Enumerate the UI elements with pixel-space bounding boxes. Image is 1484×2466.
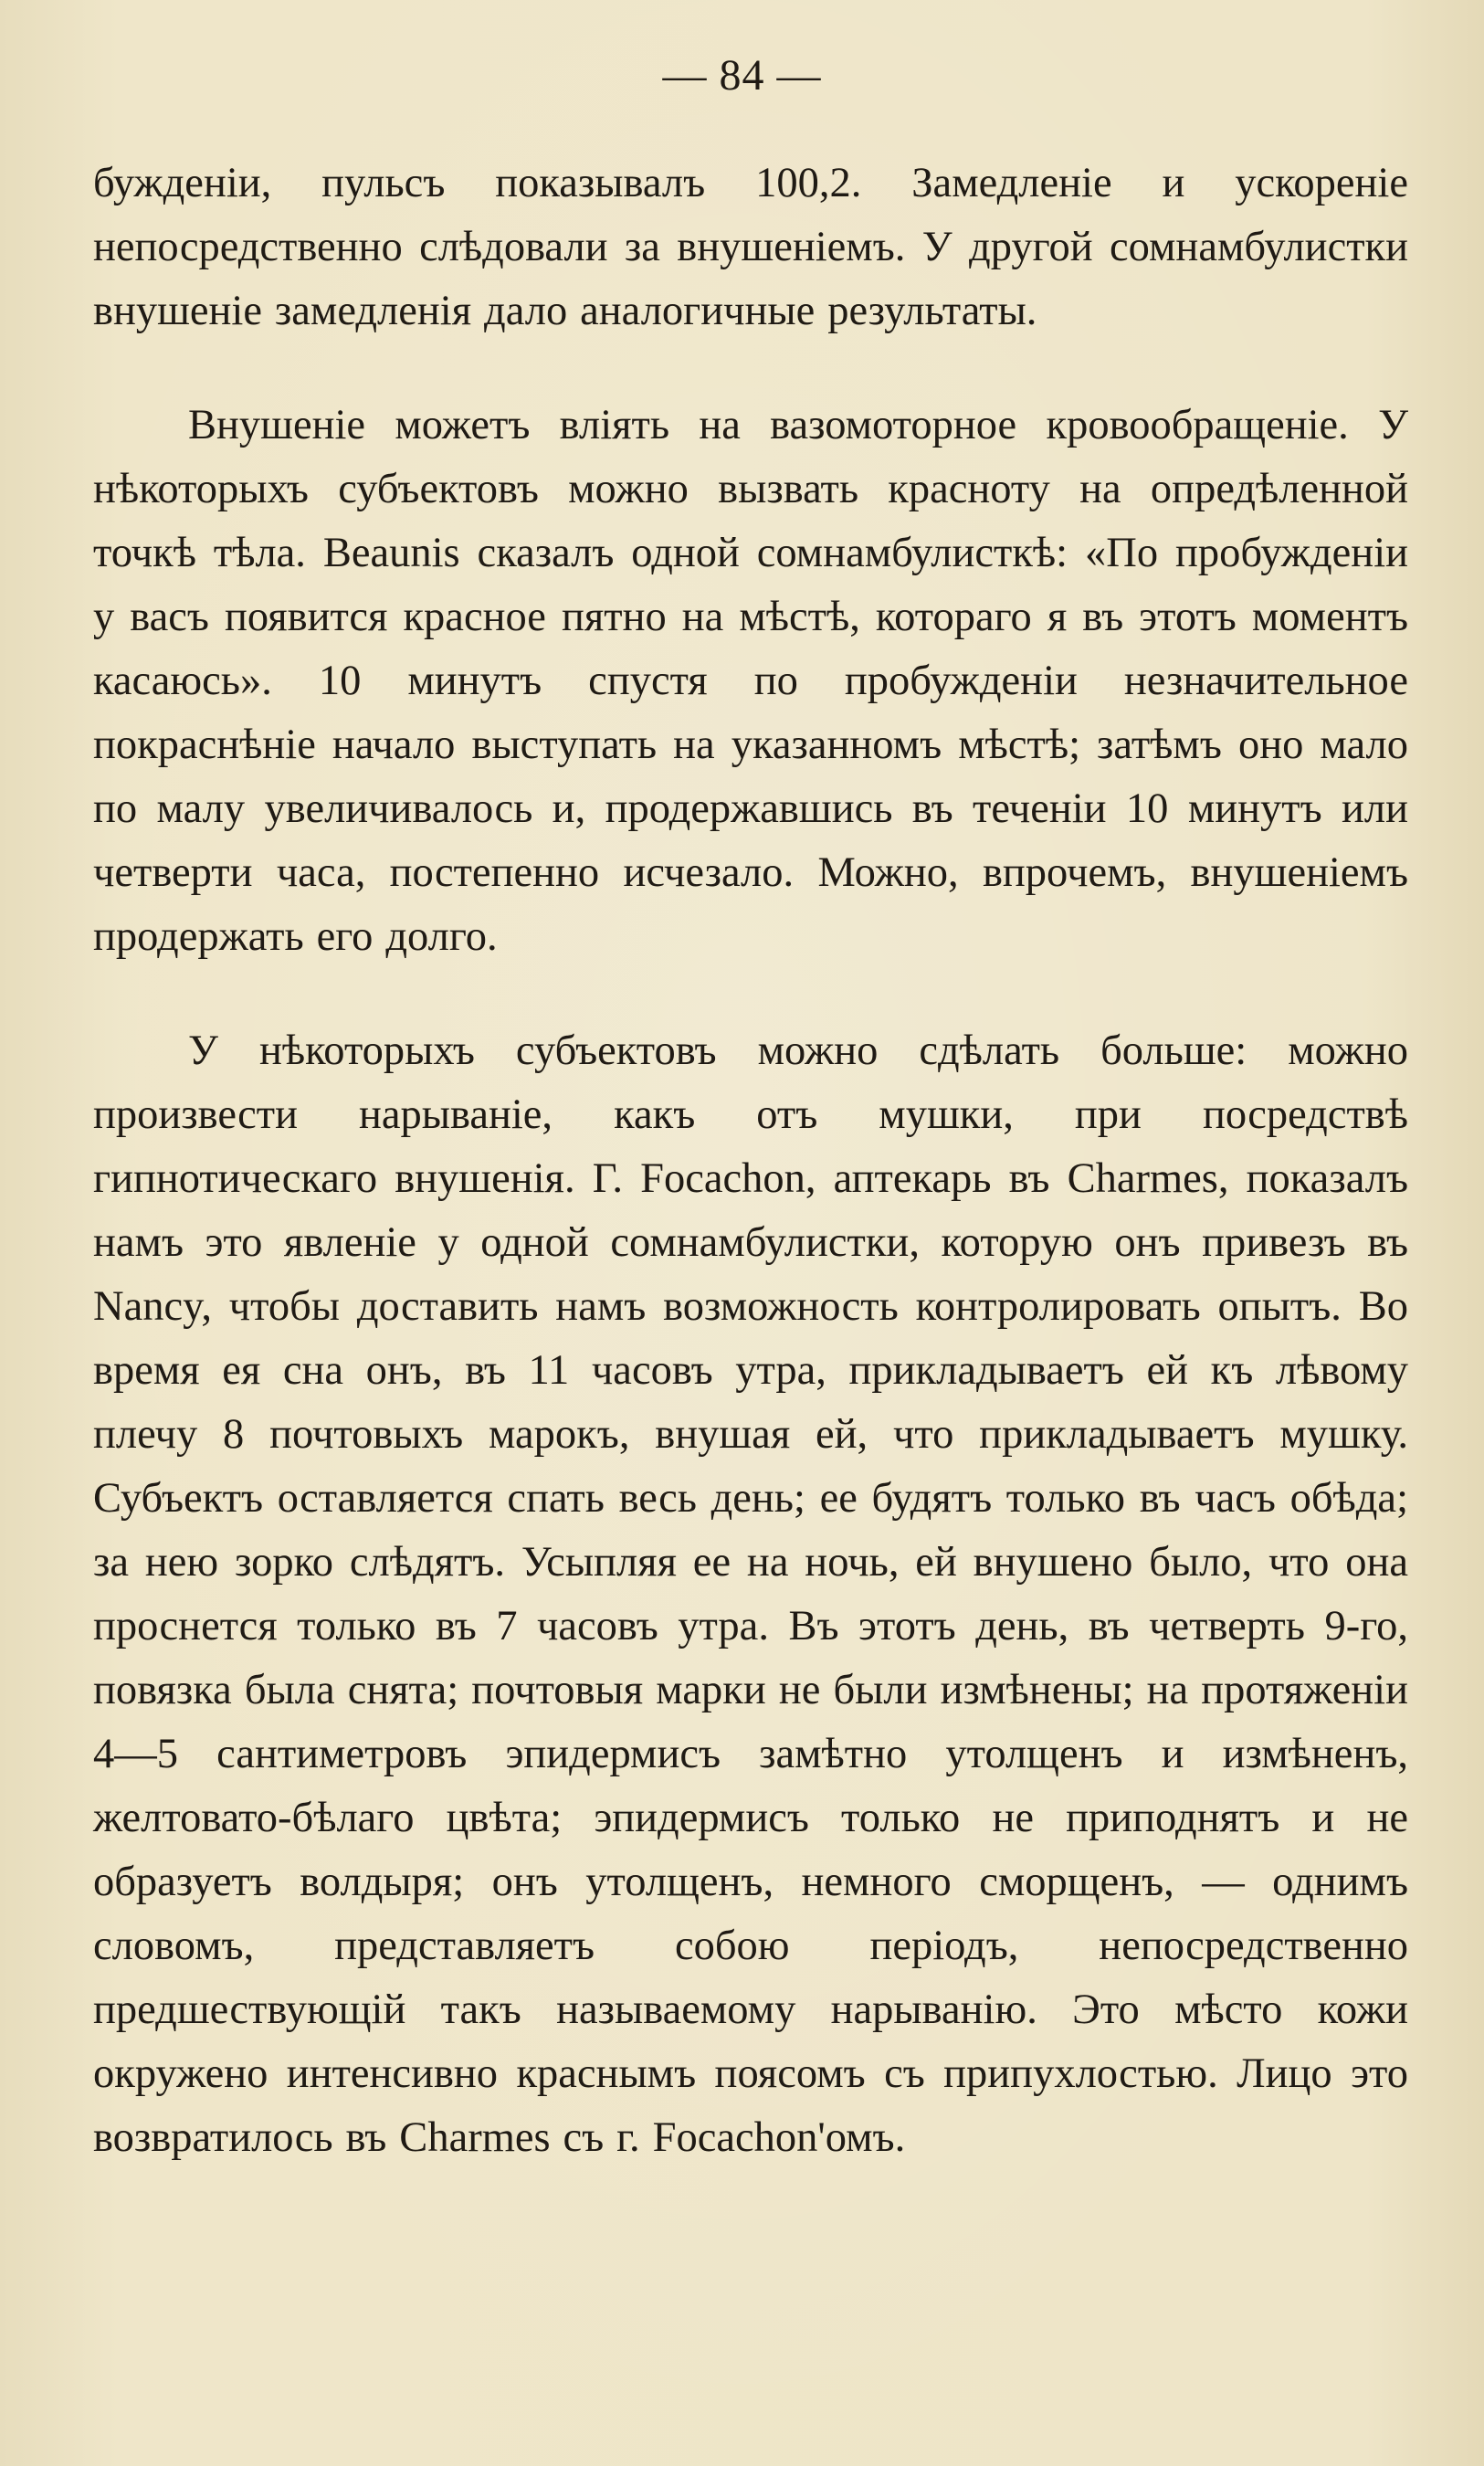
page-number: — 84 — — [662, 51, 822, 100]
paragraph-3: У нѣкоторыхъ субъектовъ можно сдѣлать больше: можно произвести нарываніе, какъ отъ мушки, при посредствѣ гипнотическаго внушенія. Г. Focachon, аптекарь въ Charmes, показалъ намъ это явленіе у одной сомнамбулистки, которую онъ привезъ въ Nancy, чтобы доставить намъ возможность контролировать опытъ. Во время ея сна онъ, въ 11 часовъ утра, прикладываетъ ей къ лѣвому плечу 8 почтовыхъ марокъ, внушая ей, что прикладываетъ мушку. Субъектъ оставляется спать весь день; ее будятъ только въ часъ обѣда; за нею зорко слѣдятъ. Усыпляя ее на ночь, ей внушено было, что она проснется только въ 7 часовъ утра. Въ этотъ день, въ четверть 9-го, повязка была снята; почтовыя марки не были измѣнены; на протяженіи 4—5 сантиметровъ эпидермисъ замѣтно утолщенъ и измѣненъ, желтовато-бѣлаго цвѣта; эпидермисъ только не приподнятъ и не образуетъ волдыря; онъ утолщенъ, немного сморщенъ, — однимъ словомъ, представляетъ собою періодъ, непосредственно предшествующій такъ называемому нарыванію. Это мѣсто кожи окружено интенсивно краснымъ поясомъ съ припухлостью. Лицо это возвратилось въ Charmes съ г. Focachon'омъ. — [93, 1028, 1408, 2161]
paragraph-2: Внушеніе можетъ влiять на вазомоторное кровообращеніе. У нѣкоторыхъ субъектовъ можно вызвать красноту на опредѣленной точкѣ тѣла. Beaunis сказалъ одной сомнамбулисткѣ: «По пробужденіи у васъ появится красное пятно на мѣстѣ, котораго я въ этотъ моментъ касаюсь». 10 минутъ спустя по пробужденіи незначительное покраснѣніе начало выступать на указанномъ мѣстѣ; затѣмъ оно мало по малу увеличивалось и, продержавшись въ теченіи 10 минутъ или четверти часа, постепенно исчезало. Можно, впрочемъ, внушеніемъ продержать его долго. — [93, 402, 1408, 960]
paragraph-1: бужденіи, пульсъ показывалъ 100,2. Замедленіе и ускореніе непосредственно слѣдовали за внушеніемъ. У другой сомнамбулистки внушеніе замедленія дало аналогичные результаты. — [93, 160, 1408, 334]
page-content — [93, 152, 1408, 2170]
